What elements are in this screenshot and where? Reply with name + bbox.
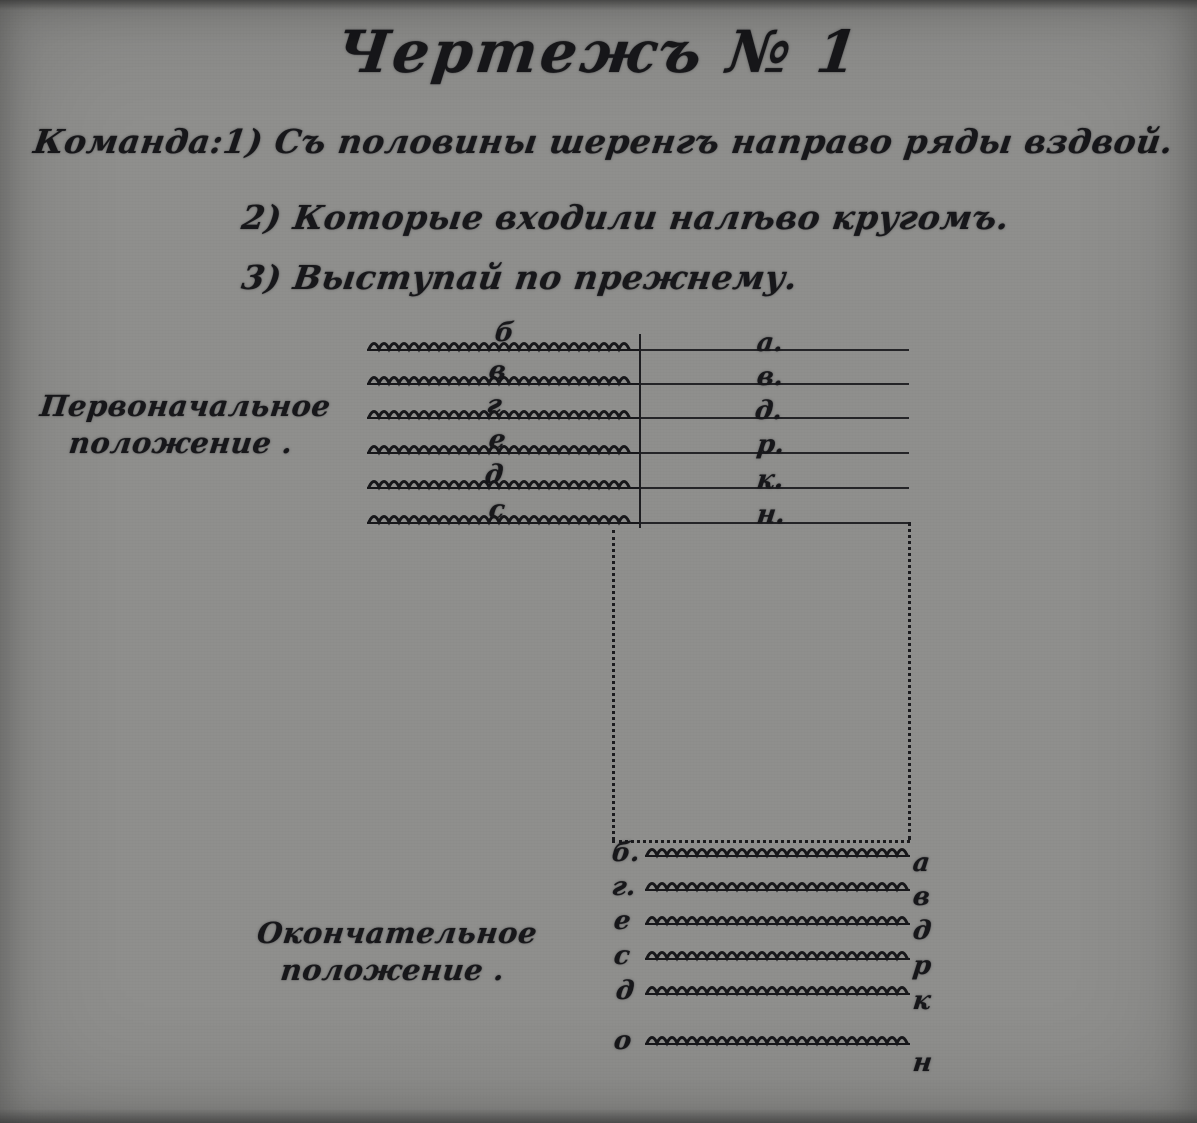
command-line-2 [239,198,1012,237]
initial-rank-5-end-label: к. [755,465,786,495]
initial-rank-6-file-mark: с [487,495,507,525]
final-rank-3-file-mark: е [612,906,633,936]
initial-rank-4-file-mark: е [487,425,508,455]
command-1-number: 1) [220,122,266,161]
command-3-number: 3) [239,258,285,297]
final-rank-6-end-label: н [911,1048,934,1078]
soldier-row-glyphs [367,403,639,423]
final-rank-5-end-label: к [911,986,933,1016]
soldier-row-glyphs [645,1029,910,1049]
final-position-caption-line1: Окончательное [255,916,540,950]
final-rank-2-end-label: в [911,882,932,912]
initial-position-caption-line2: положение . [66,426,295,461]
final-rank-4 [645,943,910,965]
initial-rank-3 [367,402,639,424]
final-rank-5-file-mark: д [614,976,636,1006]
final-rank-2 [645,874,910,896]
initial-rank-1-end-label: а. [755,328,785,358]
final-rank-6-file-mark: о [612,1026,634,1056]
initial-rank-6-end-label: н. [755,500,787,530]
final-rank-6 [645,1028,910,1050]
command-line-1 [31,122,1175,161]
soldier-row-glyphs [645,944,910,964]
movement-path-vertical [908,522,911,840]
initial-position-caption [33,388,332,462]
soldier-row-glyphs [645,875,910,895]
final-rank-4-end-label: р [911,951,934,981]
final-position-caption-line2: положение . [278,953,507,988]
final-rank-1-end-label: а [911,848,932,878]
page-top-shadow [0,0,1197,10]
command-line-3 [239,258,800,297]
soldier-row-glyphs [645,979,910,999]
final-rank-5 [645,978,910,1000]
soldier-row-glyphs [645,909,910,929]
command-2-number: 2) [239,198,285,237]
page-title: Чертежъ № 1 [332,18,865,86]
initial-rank-3-end-label: д. [753,396,784,426]
final-rank-3-end-label: д [911,916,933,946]
initial-formation-guide-line [639,334,641,528]
final-rank-3 [645,908,910,930]
final-rank-1-file-mark: б. [610,838,642,868]
initial-rank-1-file-mark: б [493,318,516,348]
movement-path-vertical-left [612,530,615,840]
final-rank-1 [645,840,910,862]
initial-rank-2-end-label: в. [755,362,785,392]
command-3-text: Выступай по прежнему. [290,258,801,297]
soldier-row-glyphs [367,473,639,493]
commands-label: Команда: [31,122,227,161]
command-1-text: Съ половины шеренгъ направо ряды вздвой. [272,122,1176,161]
initial-rank-5-file-mark: д [483,460,505,490]
page-bottom-shadow [0,1109,1197,1123]
initial-rank-2-file-mark: в [487,356,508,386]
initial-rank-3-file-mark: г [485,390,504,420]
initial-position-caption-line1: Первоначальное [38,389,333,423]
final-position-caption [250,915,539,989]
final-rank-2-file-mark: г. [610,872,638,902]
command-2-text: Которые входили налѣво кругомъ. [290,198,1012,237]
initial-rank-4-end-label: р. [755,430,787,460]
final-rank-4-file-mark: с [612,941,632,971]
soldier-row-glyphs [645,841,910,861]
